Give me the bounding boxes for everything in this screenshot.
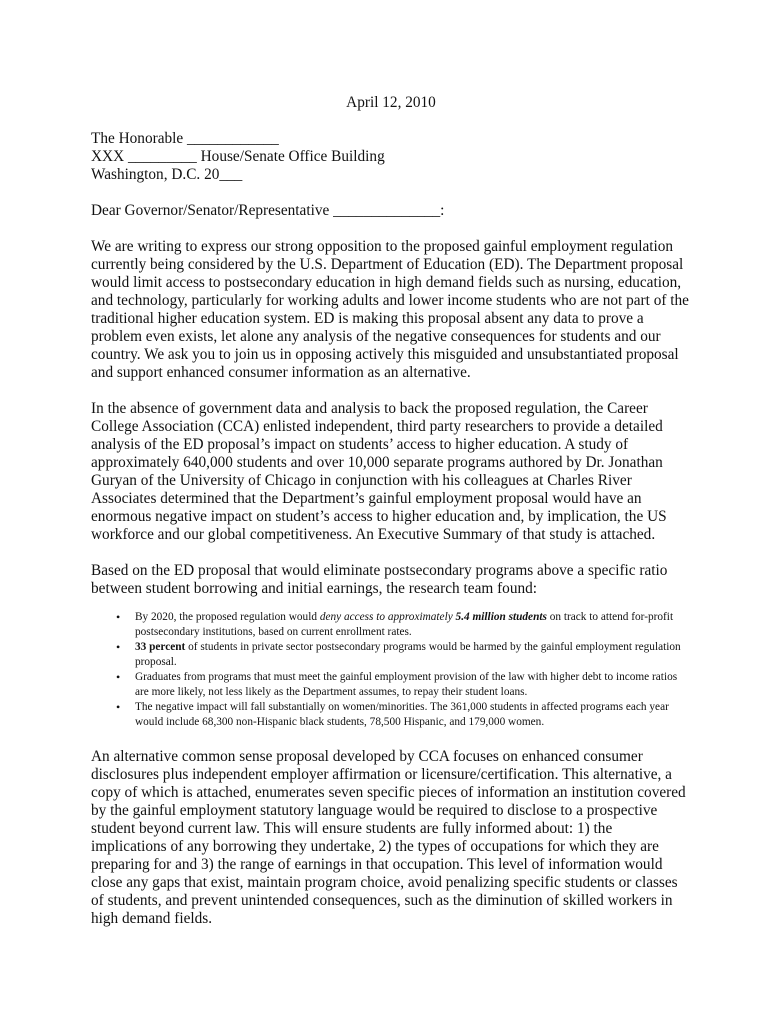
paragraph-study: In the absence of government data and analysis to back the proposed regulation, the Career College Association (CCA) enlisted independent, third party researchers to provide a detailed analysis of the ED proposal’s impact on students’ access to higher education. A study of approximately 640,000 students and over 10,000 separate programs authored by Dr. Jonathan Guryan of the University of Chicago in conjunction with his colleagues at Charles River Associates determined that the Department’s gainful employment proposal would have an enormous negative impact on student’s access to higher education and, by implication, the US workforce and our global competitiveness. An Executive Summary of that study is attached.: [91, 400, 667, 543]
letter-page: [91, 94, 691, 946]
findings-list: [91, 610, 691, 730]
finding-1-post: on track to attend for-profit postsecondary institutions, based on current enrollment rates.: [135, 611, 674, 638]
paragraph-findings-intro: Based on the ED proposal that would eliminate postsecondary programs above a specific ratio between student borrowing and initial earnings, the research team found:: [91, 562, 668, 597]
letter-date: April 12, 2010: [346, 94, 436, 111]
address-line-2: XXX _________ House/Senate Office Building: [91, 148, 385, 165]
finding-2-post: of students in private sector postsecondary programs would be harmed by the gainful employment regulation proposal.: [135, 641, 681, 668]
address-line-3: Washington, D.C. 20___: [91, 166, 243, 183]
finding-1-bold: 5.4 million students: [455, 611, 547, 623]
finding-women-minorities: • The negative impact will fall substantially on women/minorities. The 361,000 students in affected programs each year would include 68,300 non-Hispanic black students, 78,500 Hispanic, and 179,000 women.: [116, 700, 691, 730]
address-line-1: The Honorable ____________: [91, 130, 279, 147]
finding-2-bold: 33 percent: [135, 641, 186, 653]
finding-33-percent: [116, 640, 691, 670]
paragraph-alternative: An alternative common sense proposal developed by CCA focuses on enhanced consumer disclosures plus independent employer affirmation or licensure/certification. This alternative, a copy of which is attached, enumerates seven specific pieces of information an institution covered by the gainful employment statutory language would be required to disclose to a prospective student beyond current law. This will ensure students are fully informed about: 1) the implications of any borrowing they undertake, 2) the types of occupations for which they are preparing for and 3) the range of earnings in that occupation. This level of information would close any gaps that exist, maintain program choice, avoid penalizing specific students or classes of students, and prevent unintended consequences, such as the diminution of skilled workers in high demand fields.: [91, 748, 686, 927]
salutation: Dear Governor/Senator/Representative ______________:: [91, 202, 445, 219]
finding-1-pre: By 2020, the proposed regulation would: [135, 611, 320, 623]
finding-repay-loans: • Graduates from programs that must meet the gainful employment provision of the law with higher debt to income ratios are more likely, not less likely as the Department assumes, to repay their student loans.: [116, 670, 691, 700]
finding-deny-access: [116, 610, 691, 640]
finding-1-italic-text: deny access to approximately: [319, 611, 456, 623]
paragraph-opposition: We are writing to express our strong opposition to the proposed gainful employment regulation currently being considered by the U.S. Department of Education (ED). The Department proposal would limit access to postsecondary education in high demand fields such as nursing, education, and technology, particularly for working adults and lower income students who are not part of the traditional higher education system. ED is making this proposal absent any data to prove a problem even exists, let alone any analysis of the negative consequences for students and our country. We ask you to join us in opposing actively this misguided and unsubstantiated proposal and support enhanced consumer information as an alternative.: [91, 238, 689, 381]
recipient-address: [91, 130, 691, 184]
finding-1-italic: [320, 611, 547, 623]
